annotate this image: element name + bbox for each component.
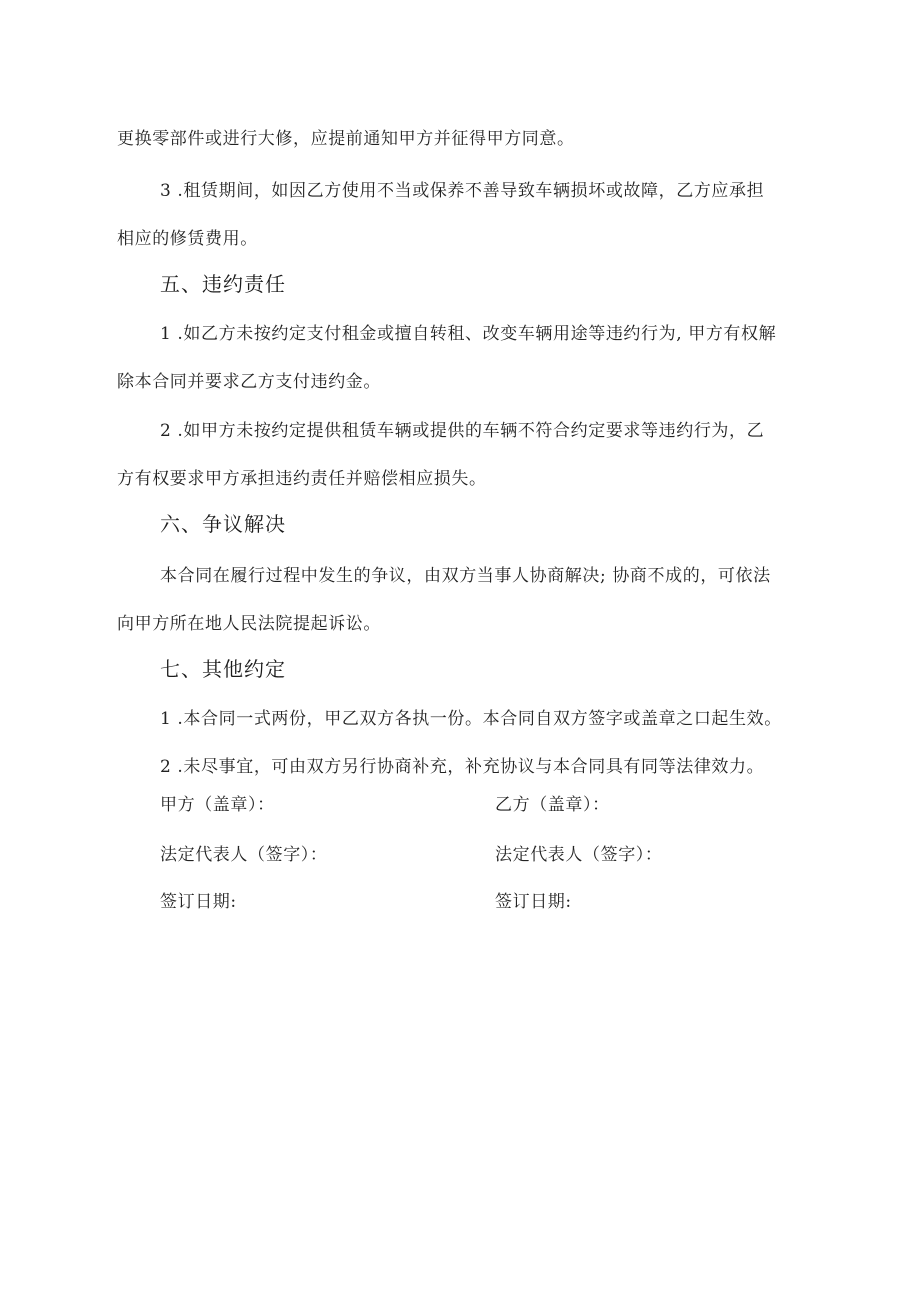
paragraph-line: 本合同在履行过程中发生的争议，由双方当事人协商解决; 协商不成的，可依法 (160, 566, 771, 586)
paragraph-line: 1 .如乙方未按约定支付租金或擅自转租、改变车辆用途等违约行为, 甲方有权解 (160, 324, 777, 344)
paragraph-line: 1 .本合同一式两份，甲乙双方各执一份。本合同自双方签字或盖章之口起生效。 (160, 709, 782, 729)
party-b-date-label: 签订日期: (495, 892, 572, 912)
section-heading: 七、其他约定 (160, 657, 286, 681)
paragraph-line: 相应的修赁费用。 (117, 229, 258, 249)
paragraph-line: 3 .租赁期间，如因乙方使用不当或保养不善导致车辆损坏或故障，乙方应承担 (160, 181, 765, 201)
party-a-representative-label: 法定代表人（签字）： (160, 845, 328, 865)
party-a-seal-label: 甲方（盖章）： (160, 795, 275, 815)
section-heading: 五、违约责任 (160, 272, 286, 296)
paragraph-line: 方有权要求甲方承担违约责任并赔偿相应损失。 (117, 469, 487, 489)
section-heading: 六、争议解决 (160, 512, 286, 536)
paragraph-line: 除本合同并要求乙方支付违约金。 (117, 372, 381, 392)
party-a-date-label: 签订日期: (160, 892, 237, 912)
paragraph-line: 2 .未尽事宜，可由双方另行协商补充，补充协议与本合同具有同等法律效力。 (160, 757, 765, 777)
paragraph-line: 向甲方所在地人民法院提起诉讼。 (117, 614, 381, 634)
paragraph-line: 更换零部件或进行大修，应提前通知甲方并征得甲方同意。 (117, 129, 575, 149)
party-b-seal-label: 乙方（盖章）： (495, 795, 610, 815)
party-b-representative-label: 法定代表人（签字）： (495, 845, 663, 865)
paragraph-line: 2 .如甲方未按约定提供租赁车辆或提供的车辆不符合约定要求等违约行为，乙 (160, 421, 765, 441)
